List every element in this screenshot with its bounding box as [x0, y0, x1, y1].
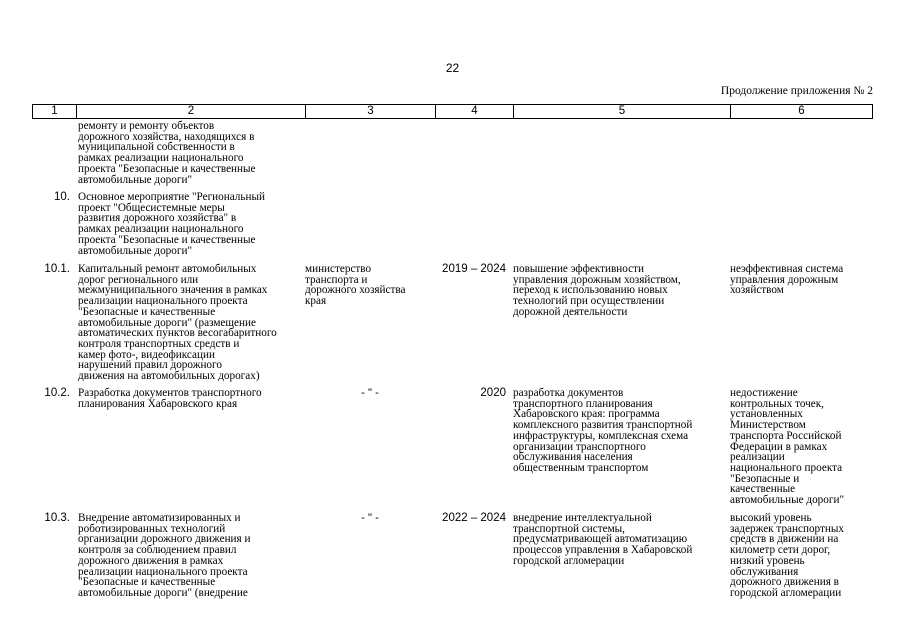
measure-text: ремонту и ремонту объектов дорожного хозяйства, находящихся в муниципальной собственности в рамках реализации национального проекта "Безопасные и качественные автомобильные дороги" [78, 120, 256, 186]
result-text: внедрение интеллектуальной транспортной системы, предусматривающей автоматизацию процессов управления в Хабаровской городской агломерации [513, 512, 693, 567]
executor-text: - " - [361, 512, 379, 524]
consequence-text: недостижение контрольных точек, установленных Министерством транспорта Российской Федерации в рамках реализации национального проекта "Безопасные и качественные автомобильные дороги" [730, 387, 845, 507]
consequence-text: высокий уровень задержек транспортных средств в движении на километр сети дорог, низкий уровень обслуживания дорожного движения в городской агломерации [730, 512, 844, 599]
period-text: 2020 [480, 387, 506, 399]
column-header-3: 3 [305, 105, 435, 118]
page-number: 22 [445, 61, 460, 75]
executor-text: министерство транспорта и дорожного хозяйства края [305, 263, 406, 308]
result-text: разработка документов транспортного планирования Хабаровского края: программа комплексного развития транспортной инфраструктуры, комплексная схема организации транспортного обслуживания населения общественным транспортом [513, 387, 693, 474]
column-header-2: 2 [76, 105, 305, 118]
row-number: 10.3. [44, 512, 70, 524]
measure-text: Основное мероприятие "Региональный проект "Общесистемные меры развития дорожного хозяйства" в рамках реализации национального проекта "Безопасные и качественные автомобильные дороги" [78, 191, 265, 257]
column-header-5: 5 [513, 105, 730, 118]
measure-text: Капитальный ремонт автомобильных дорог регионального или межмуниципального значения в рамках реализации национального проекта "Безопасные и качественные автомобильные дороги" (размещение автоматических пунктов весогабаритного контроля транспортных средств и камер фото-, видеофиксации нарушений правил дорожного движения на автомобильных дорогах) [78, 263, 277, 383]
column-header-6: 6 [730, 105, 872, 118]
row-number: 10. [54, 191, 70, 203]
period-text: 2019 – 2024 [442, 263, 506, 275]
measure-text: Разработка документов транспортного планирования Хабаровского края [78, 387, 262, 410]
executor-text: - " - [361, 387, 379, 399]
column-header-4: 4 [435, 105, 513, 118]
consequence-text: неэффективная система управления дорожным хозяйством [730, 263, 844, 297]
column-header-1: 1 [51, 105, 58, 117]
measure-text: Внедрение автоматизированных и роботизированных технологий организации дорожного движения и контроля за соблюдением правил дорожного движения в рамках реализации национального проекта "Безопасные и качественные автомобильные дороги" (внедрение [78, 512, 251, 599]
result-text: повышение эффективности управления дорожным хозяйством, переход к использованию новых технологий при осуществлении дорожной деятельности [513, 263, 681, 318]
table-header-row [32, 104, 873, 119]
row-number: 10.1. [44, 263, 70, 275]
appendix-continuation-note: Продолжение приложения № 2 [720, 85, 873, 97]
row-number: 10.2. [44, 387, 70, 399]
period-text: 2022 – 2024 [442, 512, 506, 524]
